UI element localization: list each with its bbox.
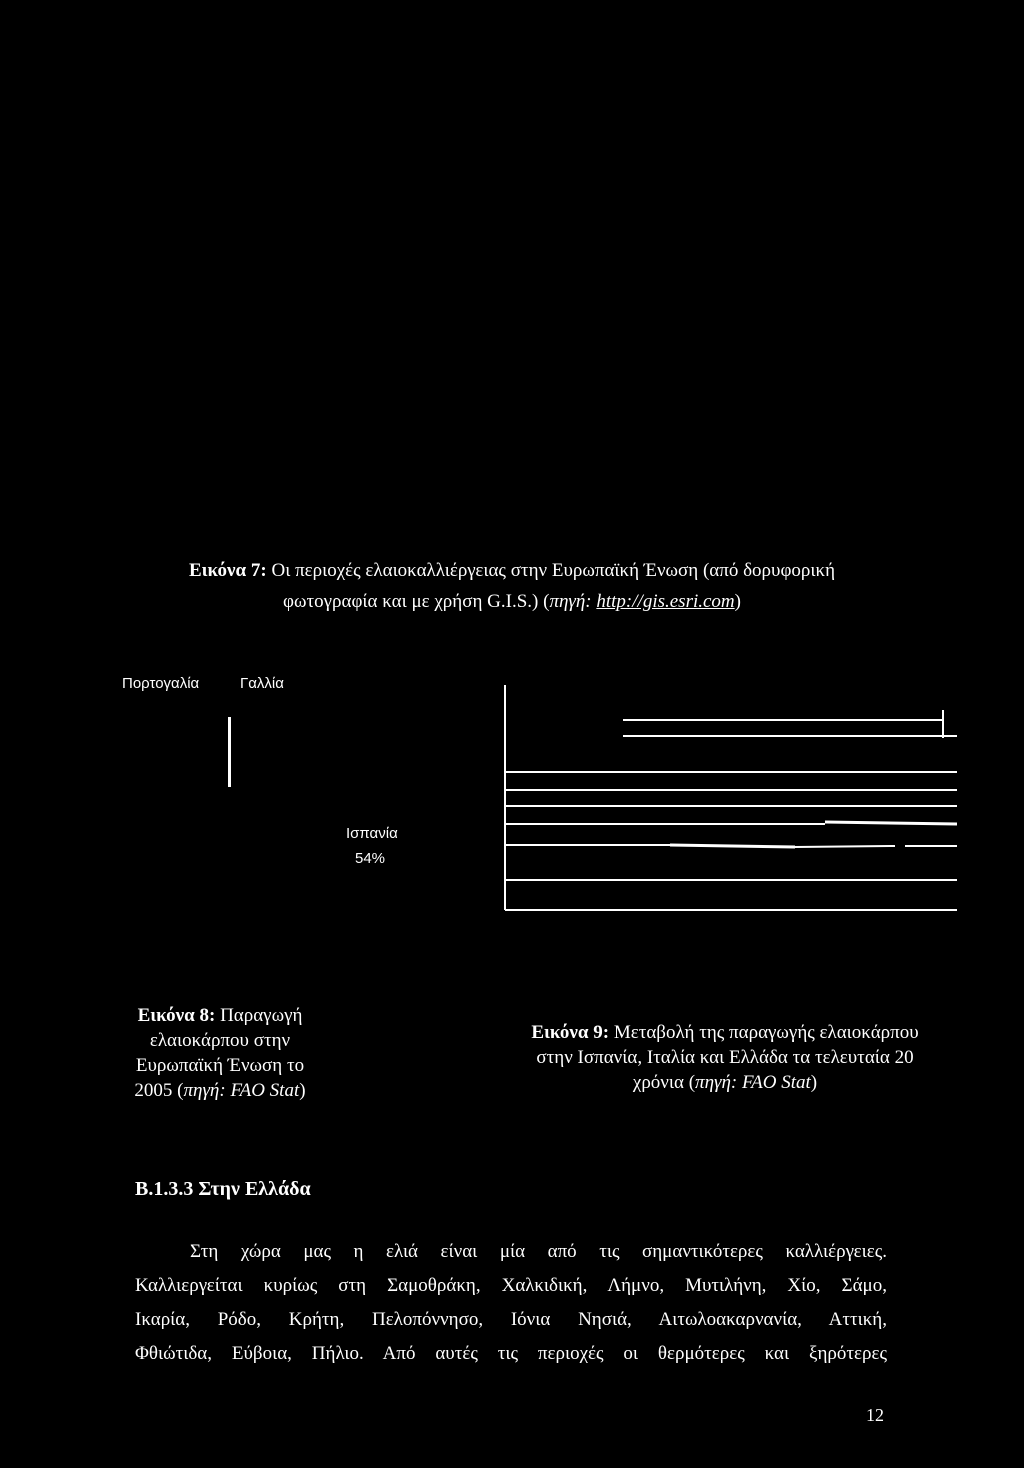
pie-leader-line bbox=[228, 717, 231, 787]
pie-label-spain: Ισπανία bbox=[346, 825, 398, 842]
figure7-caption-line1 bbox=[80, 555, 944, 586]
figure8-caption-line1 bbox=[100, 1003, 340, 1028]
figure7-text: Οι περιοχές ελαιοκαλλιέργειας στην Ευρωπαϊκή Ένωση (από δορυφορική bbox=[271, 560, 836, 581]
figure9-caption-line3 bbox=[470, 1070, 980, 1095]
figure8-line2: ελαιοκάρπου στην bbox=[149, 1030, 291, 1051]
figure8-line3: Ευρωπαϊκή Ένωση το bbox=[135, 1055, 305, 1076]
figure7-source-label: πηγή: bbox=[549, 591, 592, 612]
pie-label-portugal: Πορτογαλία bbox=[122, 675, 200, 692]
pie-label-spain-pct: 54% bbox=[355, 850, 386, 867]
figure7-caption-line2 bbox=[80, 586, 944, 617]
figure9-line1: Μεταβολή της παραγωγής ελαιοκάρπου bbox=[613, 1022, 919, 1043]
paragraph-line-3: Ικαρία, Ρόδο, Κρήτη, Πελοπόννησο, Ιόνια Νησιά, Αιτωλοακαρνανία, Αττική, bbox=[135, 1309, 887, 1330]
figure8-caption bbox=[100, 1003, 340, 1103]
figure9-label: Εικόνα 9: bbox=[531, 1022, 610, 1043]
figure7-text2-post: ) bbox=[734, 591, 741, 612]
figure9-caption bbox=[470, 1020, 980, 1095]
figure7-source-link[interactable]: http://gis.esri.com bbox=[596, 591, 735, 612]
chart-series-line bbox=[670, 845, 795, 847]
figure9-source-label: πηγή: bbox=[695, 1072, 738, 1093]
figure7-caption bbox=[80, 555, 944, 617]
figure8-source: FAO Stat bbox=[230, 1080, 300, 1101]
paragraph-line-4: Φθιώτιδα, Εύβοια, Πήλιο. Από αυτές τις περιοχές οι θερμότερες και ξηρότερες bbox=[135, 1343, 887, 1364]
page-number: 12 bbox=[866, 1405, 884, 1425]
pie-label-france: Γαλλία bbox=[240, 675, 284, 692]
figure9-source: FAO Stat bbox=[741, 1072, 811, 1093]
figure9-line3-pre: χρόνια ( bbox=[632, 1072, 696, 1093]
figure8-line4-end: ) bbox=[299, 1080, 306, 1101]
figure8-label: Εικόνα 8: bbox=[137, 1005, 216, 1026]
figure8-line1: Παραγωγή bbox=[220, 1005, 303, 1026]
section-paragraph bbox=[135, 1238, 887, 1367]
chart-gridline bbox=[795, 846, 895, 847]
figure9-line2: στην Ισπανία, Ιταλία και Ελλάδα τα τελευταία 20 bbox=[536, 1047, 914, 1068]
figure8-year: 2005 ( bbox=[134, 1080, 184, 1101]
paragraph-line-1: Στη χώρα μας η ελιά είναι μία από τις σημαντικότερες καλλιέργειες. bbox=[190, 1241, 887, 1262]
figure7-text2-pre: φωτογραφία και με χρήση G.I.S.) ( bbox=[283, 591, 550, 612]
paragraph-line-2: Καλλιεργείται κυρίως στη Σαμοθράκη, Χαλκιδική, Λήμνο, Μυτιλήνη, Χίο, Σάμο, bbox=[135, 1275, 887, 1296]
figure9-line3-end: ) bbox=[810, 1072, 818, 1093]
section-heading: B.1.3.3 Στην Ελλάδα bbox=[135, 1178, 311, 1200]
figure8-caption-line4 bbox=[100, 1078, 340, 1103]
figure8-pie-chart bbox=[110, 665, 450, 885]
figure8-source-label: πηγή: bbox=[183, 1080, 226, 1101]
figure9-caption-line1 bbox=[470, 1020, 980, 1045]
figure7-label: Εικόνα 7: bbox=[188, 560, 267, 581]
chart-series-line bbox=[825, 822, 957, 824]
figure9-line-chart bbox=[495, 680, 965, 920]
